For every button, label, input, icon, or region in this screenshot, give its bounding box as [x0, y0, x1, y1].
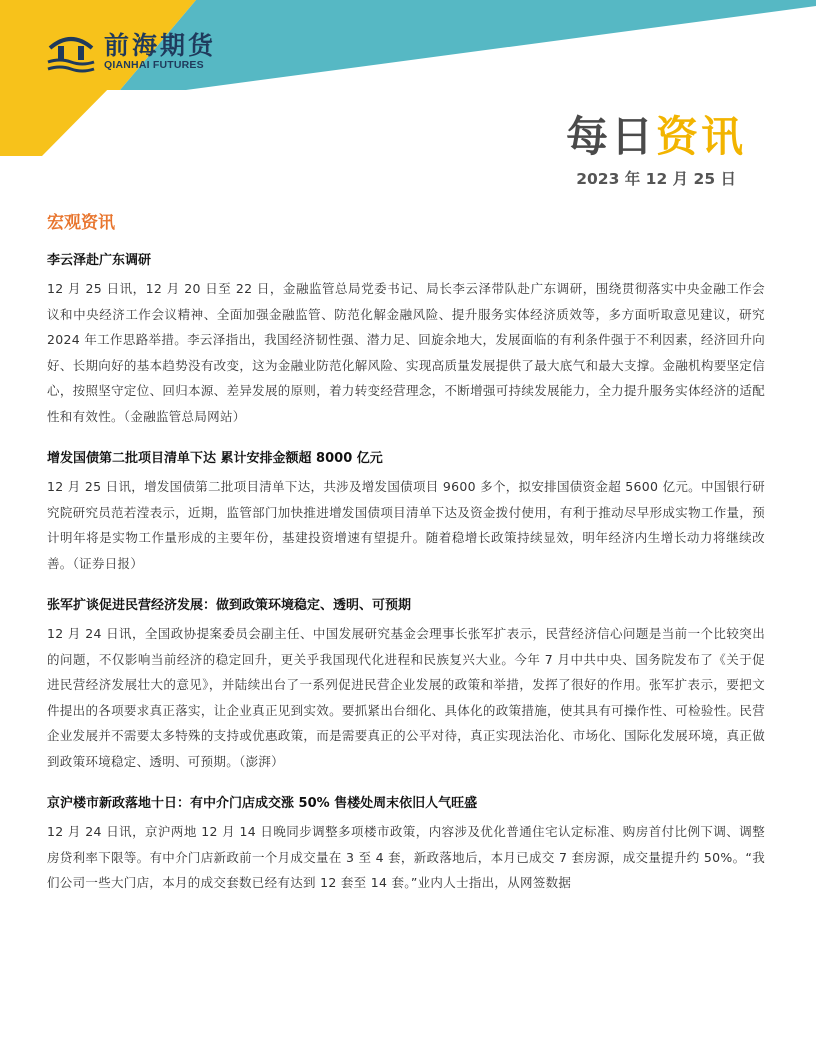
page-title: [566, 104, 746, 164]
section-title: 宏观资讯: [47, 213, 115, 233]
article-title: 京沪楼市新政落地十日：有中介门店成交涨 50% 售楼处周末依旧人气旺盛: [47, 796, 478, 811]
report-date: 2023 年 12 月 25 日: [576, 170, 736, 188]
article-title: 增发国债第二批项目清单下达 累计安排金额超 8000 亿元: [47, 451, 383, 466]
article-body: 12 月 24 日讯，京沪两地 12 月 14 日晚同步调整多项楼市政策，内容涉及优化普通住宅认定标准、购房首付比例下调、调整房贷利率下限等。有中介门店新政前一个月成交量在 3 至 4 套，新政落地后，本月已成交 7 套房源，成交量提升约 50%。“我们公司一些大门店，本月的成交套数已经有达到 12 套至 14 套。”业内人士指出，从网签数据: [47, 824, 765, 890]
brand-name-en: QIANHAI FUTURES: [104, 59, 204, 71]
brand-name-cn: 前海期货: [104, 31, 217, 60]
article-body: 12 月 25 日讯，增发国债第二批项目清单下达，共涉及增发国债项目 9600 多个，拟安排国债资金超 5600 亿元。中国银行研究院研究员范若滢表示，近期，监管部门加快推进增发国债项目清单下达及资金拨付使用，有利于推动尽早形成实物工作量，预计明年将是实物工作量形成的主要年份，基建投资增速有望提升。随着稳增长政策持续显效，明年经济内生增长动力将继续改善。（证券日报）: [47, 479, 765, 571]
brand-logo: [46, 26, 236, 76]
article-body: 12 月 24 日讯，全国政协提案委员会副主任、中国发展研究基金会理事长张军扩表示，民营经济信心问题是当前一个比较突出的问题，不仅影响当前经济的稳定回升，更关乎我国现代化进程和民族复兴大业。今年 7 月中共中央、国务院发布了《关于促进民营经济发展壮大的意见》，并陆续出台了一系列促进民营企业发展的政策和举措，发挥了很好的作用。张军扩表示，要把文件提出的各项要求真正落实，让企业真正见到实效。要抓紧出台细化、具体化的政策措施，使其具有可操作性、可检验性。民营企业发展并不需要太多特殊的支持或优惠政策，而是需要真正的公平对待，真正实现法治化、市场化、国际化发展环境，真正做到政策环境稳定、透明、可预期。（澎湃）: [47, 626, 765, 769]
article: [47, 591, 765, 774]
article-title: 张军扩谈促进民营经济发展：做到政策环境稳定、透明、可预期: [47, 598, 412, 613]
article: [47, 444, 765, 576]
article: [47, 246, 765, 429]
article: [47, 789, 765, 896]
title-part-news: 资讯: [655, 112, 746, 161]
wave-gate-icon: [46, 28, 96, 74]
article-title: 李云泽赴广东调研: [47, 253, 152, 268]
title-part-daily: 每日: [565, 112, 656, 161]
article-body: 12 月 25 日讯，12 月 20 日至 22 日，金融监管总局党委书记、局长李云泽带队赴广东调研，围绕贯彻落实中央金融工作会议和中央经济工作会议精神、全面加强金融监管、防范化解金融风险、提升服务实体经济质效等，多方面听取意见建议，研究 2024 年工作思路举措。李云泽指出，我国经济韧性强、潜力足、回旋余地大，发展面临的有利条件强于不利因素，经济回升向好、长期向好的基本趋势没有改变，这为金融业防范化解风险、实现高质量发展提供了最大底气和最大支撑。金融机构要坚定信心，按照坚守定位、回归本源、差异发展的原则，着力转变经营理念，不断增强可持续发展能力，全力提升服务实体经济的适配性和有效性。（金融监管总局网站）: [47, 281, 765, 424]
main-content: [47, 210, 765, 896]
